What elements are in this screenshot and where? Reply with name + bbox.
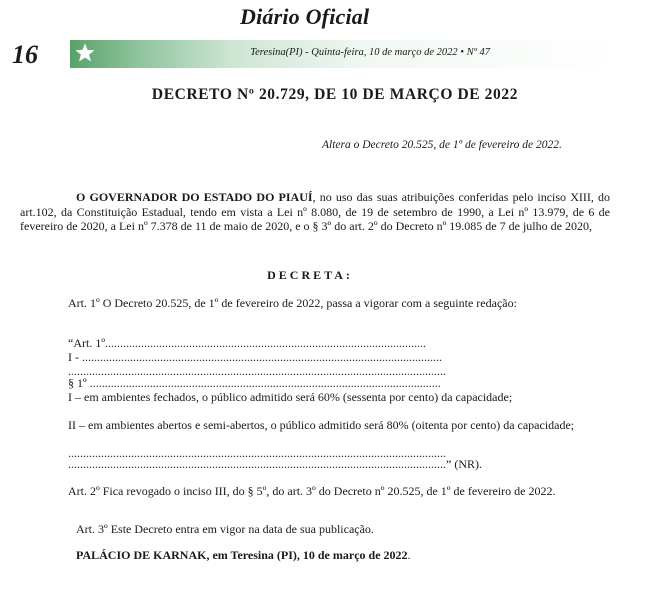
signature-period: . <box>407 548 411 562</box>
preamble <box>20 190 610 234</box>
preamble-text: , no uso das suas atribuições conferidas pelo inciso XIII, do art.102, da Constituição Estadual, tendo em vista a Lei nº 8.080, de 19 de setembro de 1990, a Lei nº 13.979, de 6 de fevereiro de 2020, a Lei nº 7.378 de 11 de maio de 2020, e o § 3º do art. 2º do Decreto nº 19.085 de 7 de julho de 2020, <box>20 190 611 233</box>
preamble-authority: O GOVERNADOR DO ESTADO DO PIAUÍ <box>76 190 313 204</box>
quoted-inciso-line: I - ........................................................................................................................ <box>68 350 442 364</box>
decree-title: DECRETO Nº 20.729, DE 10 DE MARÇO DE 2022 <box>151 86 519 103</box>
signature-place-date: PALÁCIO DE KARNAK, em Teresina (PI), 10 de março de 2022 <box>76 548 408 562</box>
issue-info: Teresina(PI) - Quinta-feira, 10 de março de 2022 • Nº 47 <box>250 47 490 58</box>
quoted-art1-line: “Art. 1º........................................................................................................... <box>68 336 427 350</box>
decree-ementa: Altera o Decreto 20.525, de 1º de fevereiro de 2022. <box>322 139 562 151</box>
decreta-heading: DECRETA: <box>267 268 353 282</box>
star-icon <box>74 42 96 64</box>
quoted-dots-line: .............................................................................................................................. <box>68 364 446 378</box>
page-number: 16 <box>12 40 38 69</box>
header-band <box>70 40 618 68</box>
article-3: Art. 3º Este Decreto entra em vigor na data de sua publicação. <box>76 522 374 536</box>
masthead-title: Diário Oficial <box>240 4 370 29</box>
quoted-dots-line-2: .............................................................................................................................. <box>68 446 446 460</box>
article-2: Art. 2º Fica revogado o inciso III, do § 5º, do art. 3º do Decreto nº 20.525, de 1º de fevereiro de 2022. <box>68 484 556 498</box>
article-1: Art. 1º O Decreto 20.525, de 1º de fevereiro de 2022, passa a vigorar com a seguinte redação: <box>68 296 517 310</box>
signature-line <box>20 548 610 563</box>
quoted-closing-line: ..............................................................................................................................” (NR). <box>68 457 482 471</box>
quoted-paragraph-line: § 1º ..................................................................................................................... <box>68 376 441 390</box>
quoted-item-ii: II – em ambientes abertos e semi-abertos, o público admitido será 80% (oitenta por cento) da capacidade; <box>68 418 575 432</box>
quoted-item-i: I – em ambientes fechados, o público admitido será 60% (sessenta por cento) da capacidade; <box>68 390 513 404</box>
